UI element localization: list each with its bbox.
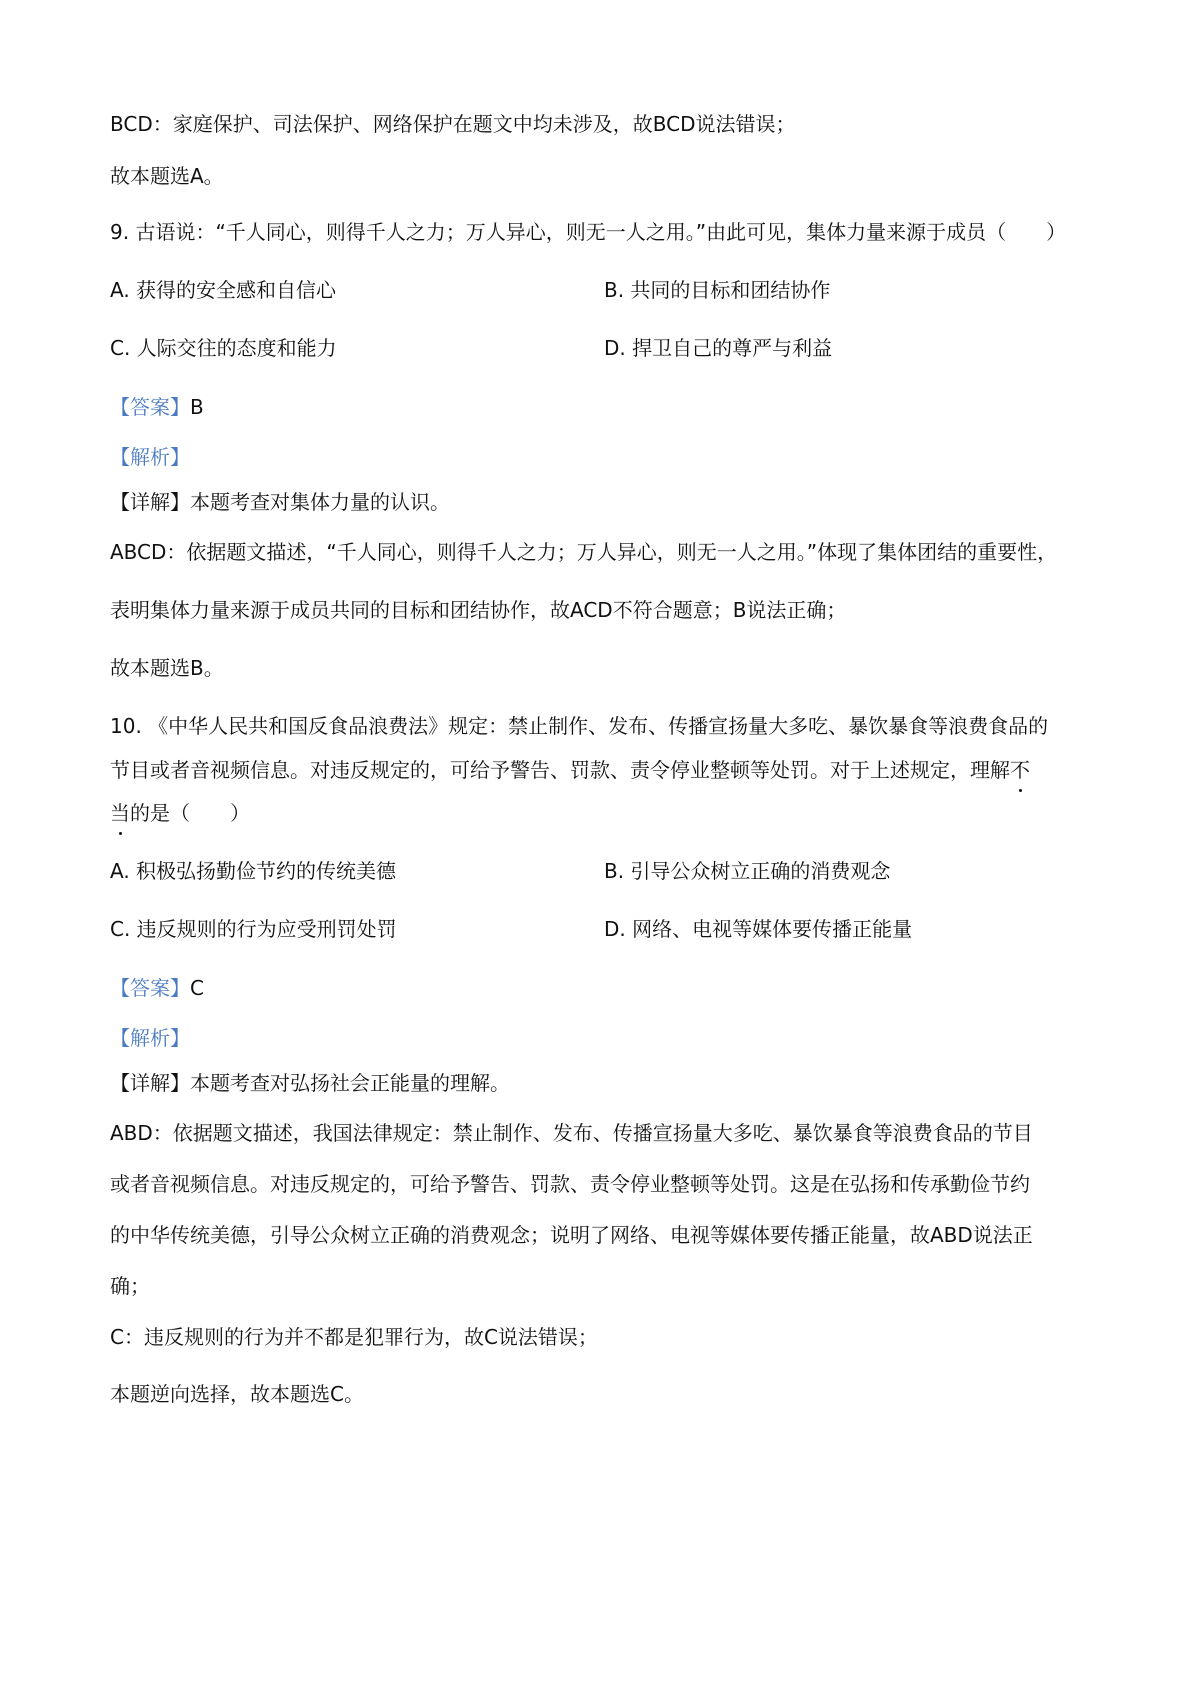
q9-stem: 9. 古语说：“千人同心，则得千人之力；万人异心，则无一人之用。”由此可见，集体力量来源于成员（ ）	[110, 220, 1067, 244]
q9-explanation-line-1: ABCD：依据题文描述，“千人同心，则得千人之力；万人异心，则无一人之用。”体现了集体团结的重要性，	[110, 540, 1058, 564]
q10-stem-line-3	[110, 799, 250, 827]
q10-option-b: B. 引导公众树立正确的消费观念	[604, 859, 891, 883]
q10-stem-line-2-text: 节目或者音视频信息。对违反规定的，可给予警告、罚款、责令停业整顿等处罚。对于上述规定，理解	[110, 758, 1010, 782]
q9-explanation-line-2: 表明集体力量来源于成员共同的目标和团结协作，故ACD不符合题意；B说法正确；	[110, 598, 847, 622]
prev-conclusion: 故本题选A。	[110, 164, 224, 188]
q9-option-c: C. 人际交往的态度和能力	[110, 336, 337, 360]
q10-stem-line-3-text: 的是（ ）	[130, 801, 250, 825]
q9-answer-value: B	[190, 395, 204, 419]
q10-explanation-line-2: 或者音视频信息。对违反规定的，可给予警告、罚款、责令停业整顿等处罚。这是在弘扬和传承勤俭节约	[110, 1172, 1030, 1196]
emphasis-char: 不	[1010, 758, 1030, 782]
q10-conclusion: 本题逆向选择，故本题选C。	[110, 1382, 364, 1406]
q10-detail: 【详解】本题考查对弘扬社会正能量的理解。	[110, 1071, 510, 1095]
q9-detail: 【详解】本题考查对集体力量的认识。	[110, 490, 450, 514]
q10-answer	[110, 974, 204, 1002]
q10-explanation-c: C：违反规则的行为并不都是犯罪行为，故C说法错误；	[110, 1325, 598, 1349]
q9-option-d: D. 捍卫自己的尊严与利益	[604, 336, 833, 360]
q9-conclusion: 故本题选B。	[110, 656, 224, 680]
q9-answer-label: 【答案】	[110, 395, 190, 419]
emphasis-char: 当	[110, 801, 130, 825]
q10-analysis-label: 【解析】	[110, 1026, 190, 1050]
q9-answer	[110, 393, 204, 421]
q10-explanation-line-3: 的中华传统美德，引导公众树立正确的消费观念；说明了网络、电视等媒体要传播正能量，故ABD说法正	[110, 1223, 1033, 1247]
q10-explanation-line-1: ABD：依据题文描述，我国法律规定：禁止制作、发布、传播宣扬量大多吃、暴饮暴食等浪费食品的节目	[110, 1121, 1033, 1145]
q9-option-b: B. 共同的目标和团结协作	[604, 278, 831, 302]
q10-option-c: C. 违反规则的行为应受刑罚处罚	[110, 917, 397, 941]
q10-stem-line-1: 10. 《中华人民共和国反食品浪费法》规定：禁止制作、发布、传播宣扬量大多吃、暴饮暴食等浪费食品的	[110, 714, 1049, 738]
q10-explanation-line-4: 确；	[110, 1274, 150, 1298]
q10-stem-line-2	[110, 756, 1030, 784]
q9-analysis-label: 【解析】	[110, 445, 190, 469]
q9-option-a: A. 获得的安全感和自信心	[110, 278, 337, 302]
q10-answer-label: 【答案】	[110, 976, 190, 1000]
q10-answer-value: C	[190, 976, 204, 1000]
prev-explanation-bcd: BCD：家庭保护、司法保护、网络保护在题文中均未涉及，故BCD说法错误；	[110, 112, 796, 136]
q10-option-d: D. 网络、电视等媒体要传播正能量	[604, 917, 913, 941]
q10-option-a: A. 积极弘扬勤俭节约的传统美德	[110, 859, 397, 883]
